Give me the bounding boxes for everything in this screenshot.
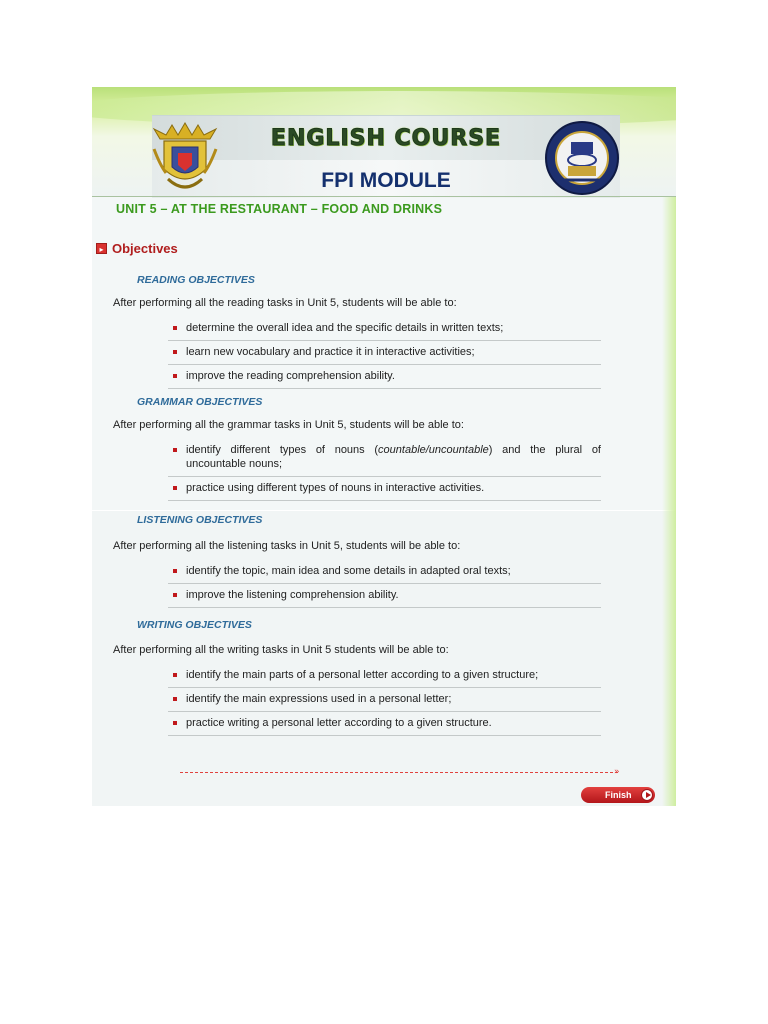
course-page [92,87,676,806]
red-square-bullet-icon [173,486,177,490]
reading-objectives-list [168,317,601,389]
list-item: identify different types of nouns (countable/uncountable) and the plural of uncountable nouns; [168,439,601,477]
list-item: learn new vocabulary and practice it in interactive activities; [168,341,601,365]
list-item: practice writing a personal letter according to a given structure. [168,712,601,736]
dashed-arrow-divider [180,772,618,774]
red-square-bullet-icon [173,350,177,354]
grammar-objectives-title: GRAMMAR OBJECTIVES [137,396,263,408]
arrow-head-icon: » [614,767,620,777]
unit-title: UNIT 5 – AT THE RESTAURANT – FOOD AND DRINKS [116,202,443,216]
green-edge-decoration [662,197,676,806]
red-square-bullet-icon [173,374,177,378]
coat-of-arms-crest-icon [152,119,218,195]
red-square-bullet-icon [173,569,177,573]
objectives-label: Objectives [112,241,178,256]
listening-intro: After performing all the listening tasks in Unit 5, students will be able to: [113,540,461,552]
grammar-objectives-list [168,439,601,501]
module-title: FPI MODULE [321,169,451,192]
list-item: identify the main parts of a personal letter according to a given structure; [168,664,601,688]
objectives-header [96,241,178,256]
header-divider [92,196,676,197]
red-square-bullet-icon [173,697,177,701]
red-square-bullet-icon [173,673,177,677]
list-item: practice using different types of nouns in interactive activities. [168,477,601,501]
play-circle-icon [641,789,653,801]
finish-button[interactable] [581,787,655,803]
academy-seal-icon [544,120,620,196]
list-item: identify the main expressions used in a personal letter; [168,688,601,712]
list-item: determine the overall idea and the specific details in written texts; [168,317,601,341]
red-square-bullet-icon [173,593,177,597]
red-arrow-box-icon: ▸ [96,243,107,254]
red-square-bullet-icon [173,326,177,330]
list-item: identify the topic, main idea and some details in adapted oral texts; [168,560,601,584]
list-item: improve the listening comprehension ability. [168,584,601,608]
course-title: ENGLISH COURSE [270,126,502,151]
writing-intro: After performing all the writing tasks in Unit 5 students will be able to: [113,644,449,656]
listening-objectives-title: LISTENING OBJECTIVES [137,514,263,526]
content-lower-band [92,510,676,806]
red-square-bullet-icon [173,448,177,452]
page-header [92,87,676,197]
listening-objectives-list [168,560,601,608]
reading-intro: After performing all the reading tasks in Unit 5, students will be able to: [113,297,457,309]
list-item: improve the reading comprehension ability. [168,365,601,389]
red-square-bullet-icon [173,721,177,725]
writing-objectives-list [168,664,601,736]
grammar-intro: After performing all the grammar tasks in Unit 5, students will be able to: [113,419,464,431]
finish-button-label: Finish [605,790,632,800]
reading-objectives-title: READING OBJECTIVES [137,274,255,286]
writing-objectives-title: WRITING OBJECTIVES [137,619,252,631]
